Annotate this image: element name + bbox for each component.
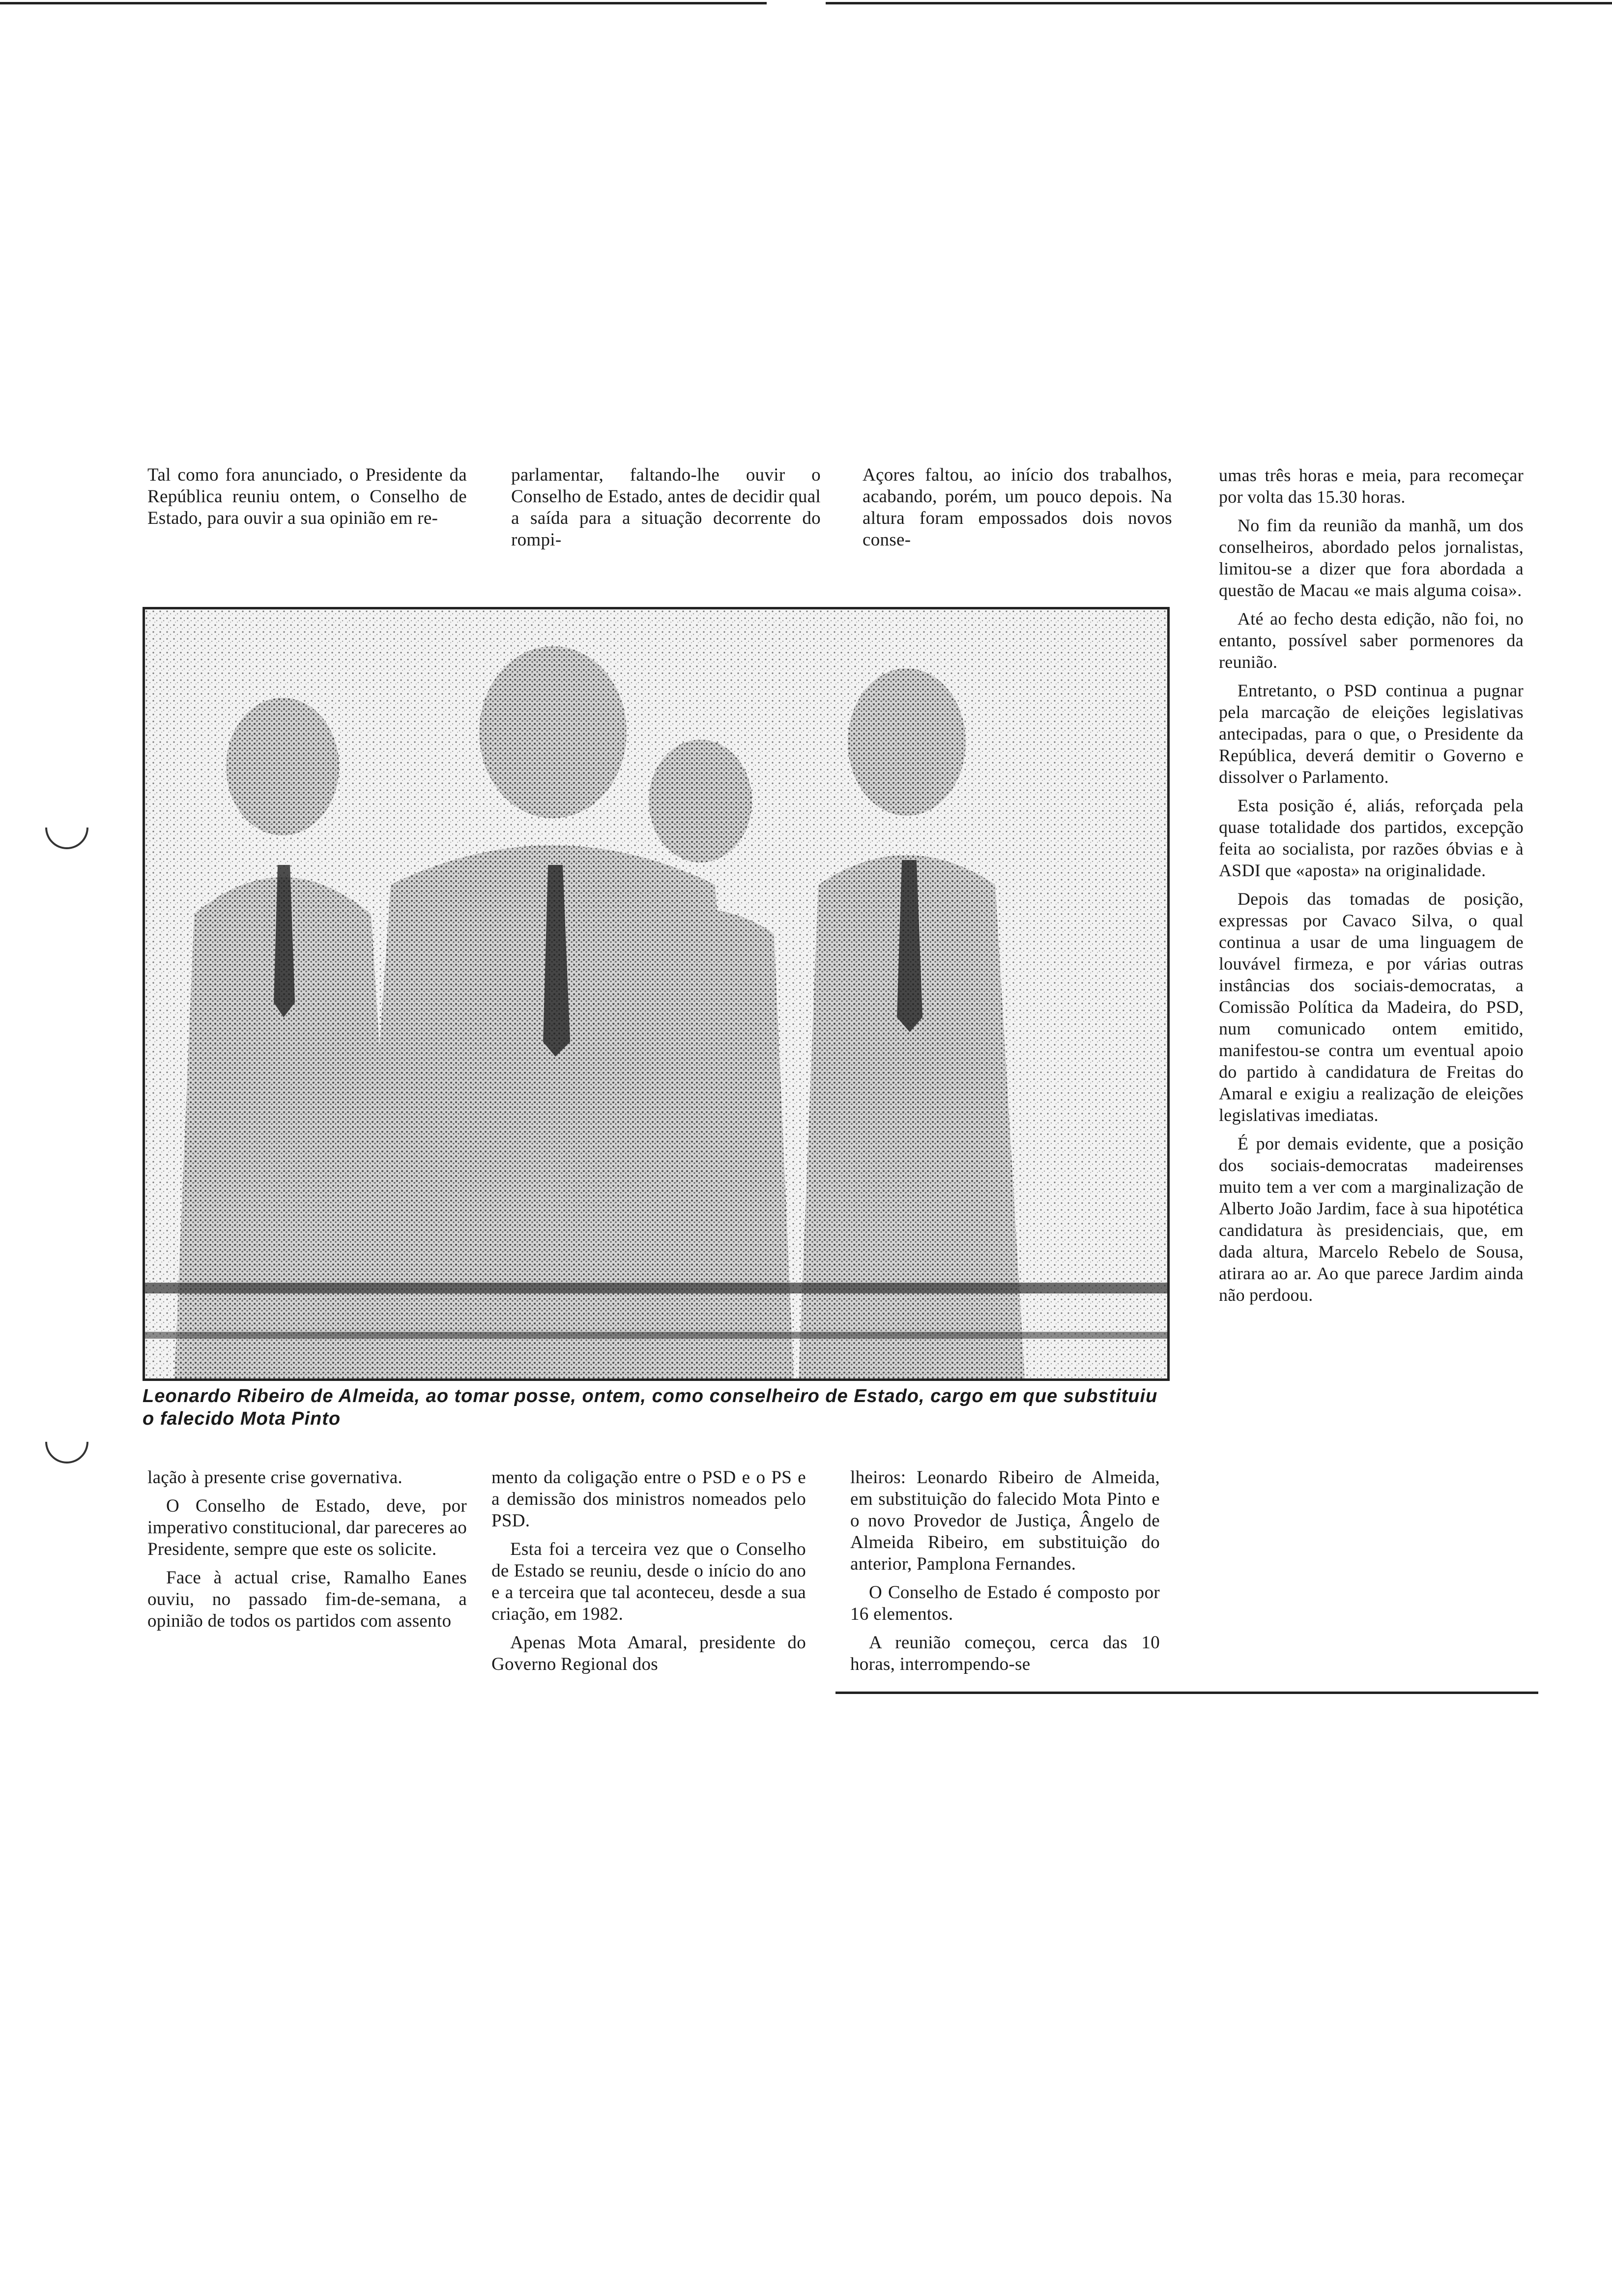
paragraph: Apenas Mota Amaral, presidente do Governo Regional dos (491, 1633, 806, 1674)
paragraph: Tal como fora anunciado, o Presidente da República reuniu ontem, o Conselho de Estado, para ouvir a sua opinião em re- (147, 465, 467, 528)
paragraph: É por demais evidente, que a posição dos sociais-democratas madeirenses muito tem a ver com a marginalização de Alberto João Jardim, face à sua hipotética candidatura às presidenciais, que, em dada altura, Marcelo Rebelo de Sousa, atirara ao ar. Ao que parece Jardim ainda não perdoou. (1219, 1134, 1524, 1305)
right-col (1219, 464, 1524, 1313)
paragraph: O Conselho de Estado, deve, por imperativo constitucional, dar pareceres ao Presidente, sempre que este os solicite. (147, 1496, 467, 1559)
newspaper-photo-icon (145, 609, 1167, 1378)
paragraph: Depois das tomadas de posição, expressas por Cavaco Silva, o qual continua a usar de uma linguagem de louvável firmeza, e por várias outras instâncias dos sociais-democratas, a Comissão Política da Madeira, do PSD, num comunicado ontem emitido, manifestou-se contra um eventual apoio do partido à candidatura de Freitas do Amaral e exigiu a realização de eleições legislativas imediatas. (1219, 889, 1524, 1125)
paragraph: Esta foi a terceira vez que o Conselho de Estado se reuniu, desde o início do ano e a terceira que tal aconteceu, desde a sua criação, em 1982. (491, 1539, 806, 1624)
top-col-1 (147, 464, 467, 536)
bottom-col-1 (147, 1467, 467, 1639)
news-photo (143, 607, 1170, 1381)
paragraph: lheiros: Leonardo Ribeiro de Almeida, em substituição do falecido Mota Pinto e o novo Provedor de Justiça, Ângelo de Almeida Ribeiro, em substituição do anterior, Pamplona Fernandes. (850, 1467, 1160, 1574)
bottom-col-3 (850, 1467, 1160, 1682)
photo-caption: Leonardo Ribeiro de Almeida, ao tomar posse, ontem, como conselheiro de Estado, cargo em que substituiu o falecido Mota Pinto (143, 1386, 1158, 1429)
punch-hole-mark-icon (36, 797, 97, 858)
paragraph: umas três horas e meia, para recomeçar por volta das 15.30 horas. (1219, 465, 1524, 507)
punch-hole-mark-icon (36, 1411, 97, 1472)
paragraph: O Conselho de Estado é composto por 16 elementos. (850, 1582, 1160, 1624)
top-col-2 (511, 464, 821, 558)
paragraph: No fim da reunião da manhã, um dos conselheiros, abordado pelos jornalistas, limitou-se a dizer que fora abordada a questão de Macau «e mais alguma coisa». (1219, 516, 1524, 600)
top-rule-right (826, 2, 1612, 4)
paragraph: Até ao fecho desta edição, não foi, no entanto, possível saber pormenores da reunião. (1219, 609, 1524, 672)
paragraph: Face à actual crise, Ramalho Eanes ouviu, no passado fim-de-semana, a opinião de todos os partidos com assento (147, 1568, 467, 1631)
bottom-col-2 (491, 1467, 806, 1682)
paragraph: Esta posição é, aliás, reforçada pela quase totalidade dos partidos, excepção feita ao socialista, por razões óbvias e à ASDI que «aposta» na originalidade. (1219, 796, 1524, 880)
paragraph: Entretanto, o PSD continua a pugnar pela marcação de eleições legislativas antecipadas, para o que, o Presidente da República, deverá demitir o Governo e dissolver o Parlamento. (1219, 681, 1524, 787)
paragraph: parlamentar, faltando-lhe ouvir o Conselho de Estado, antes de decidir qual a saída para a situação decorrente do rompi- (511, 465, 821, 550)
top-rule-left (0, 2, 767, 4)
paragraph: mento da coligação entre o PSD e o PS e a demissão dos ministros nomeados pelo PSD. (491, 1467, 806, 1531)
paragraph: A reunião começou, cerca das 10 horas, interrompendo-se (850, 1633, 1160, 1674)
paragraph: lação à presente crise governativa. (147, 1467, 403, 1488)
top-col-3 (863, 464, 1172, 558)
article-end-rule (835, 1692, 1538, 1694)
paragraph: Açores faltou, ao início dos trabalhos, acabando, porém, um pouco depois. Na altura foram empossados dois novos conse- (863, 465, 1172, 550)
